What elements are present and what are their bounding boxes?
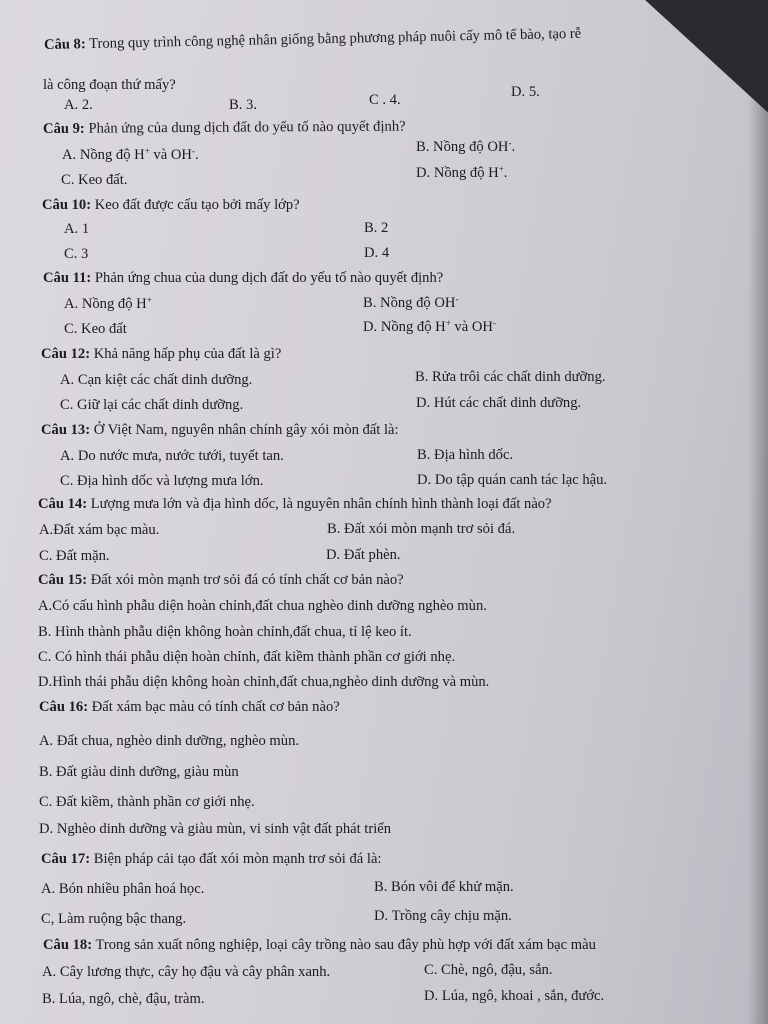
option-14d: D. Đất phèn. (326, 547, 401, 563)
option-13b: B. Địa hình dốc. (417, 447, 514, 463)
option-8b: B. 3. (229, 97, 257, 113)
option-10c: C. 3 (64, 246, 89, 262)
option-13a: A. Do nước mưa, nước tưới, tuyết tan. (60, 448, 284, 464)
option-13c: C. Địa hình dốc và lượng mưa lớn. (60, 473, 264, 489)
question-12: Câu 12: Khả năng hấp phụ của đất là gì? (41, 346, 282, 362)
option-15c: C. Có hình thái phẫu diện hoàn chỉnh, đất kiềm thành phần cơ giới nhẹ. (38, 649, 456, 665)
option-17c: C, Làm ruộng bậc thang. (41, 911, 187, 927)
option-17d: D. Trồng cây chịu mặn. (374, 908, 512, 924)
question-11: Câu 11: Phản ứng chua của dung dịch đất do yếu tố nào quyết định? (43, 270, 444, 286)
option-15b: B. Hình thành phẫu diện không hoàn chỉnh,đất chua, tỉ lệ keo ít. (38, 624, 412, 640)
option-8a: A. 2. (64, 97, 93, 113)
option-17b: B. Bón vôi để khử mặn. (374, 879, 514, 895)
option-8c: C . 4. (369, 92, 401, 108)
option-15d: D.Hình thái phẫu diện không hoàn chỉnh,đất chua,nghèo dinh dưỡng và mùn. (38, 674, 490, 690)
question-8-cont: là công đoạn thứ mấy? (43, 77, 176, 93)
option-18a: A. Cây lương thực, cây họ đậu và cây phân xanh. (42, 964, 331, 980)
question-17: Câu 17: Biện pháp cải tạo đất xói mòn mạnh trơ sỏi đá là: (41, 851, 382, 867)
option-9a: A. Nồng độ H+ và OH-. (62, 146, 199, 163)
option-9d: D. Nồng độ H+. (416, 164, 508, 181)
option-8d: D. 5. (511, 84, 540, 100)
option-18b: B. Lúa, ngô, chè, đậu, tràm. (42, 991, 205, 1007)
option-12c: C. Giữ lại các chất dinh dưỡng. (60, 397, 244, 413)
question-18: Câu 18: Trong sản xuất nông nghiệp, loại cây trồng nào sau đây phù hợp với đất xám bạc màu (43, 937, 596, 953)
option-14b: B. Đất xói mòn mạnh trơ sỏi đá. (327, 521, 516, 537)
question-9: Câu 9: Phản ứng của dung dịch đất do yếu tố nào quyết định? (42, 118, 406, 137)
question-14: Câu 14: Lượng mưa lớn và địa hình dốc, là nguyên nhân chính hình thành loại đất nào? (38, 496, 552, 512)
option-13d: D. Do tập quán canh tác lạc hậu. (417, 472, 608, 488)
question-16: Câu 16: Đất xám bạc màu có tính chất cơ bản nào? (39, 699, 340, 715)
question-15: Câu 15: Đất xói mòn mạnh trơ sỏi đá có tính chất cơ bản nào? (38, 572, 404, 588)
option-11c: C. Keo đất (64, 321, 127, 337)
option-11d: D. Nồng độ H+ và OH- (363, 318, 496, 335)
option-9c: C. Keo đất. (61, 172, 128, 188)
option-16b: B. Đất giàu dinh dưỡng, giàu mùn (39, 764, 239, 780)
option-14c: C. Đất mặn. (39, 548, 110, 564)
option-16a: A. Đất chua, nghèo dinh dưỡng, nghèo mùn. (39, 733, 300, 749)
option-11a: A. Nồng độ H+ (64, 295, 152, 312)
question-8: Câu 8: Trong quy trình công nghệ nhân giống bằng phương pháp nuôi cấy mô tế bào, tạo rễ (43, 25, 582, 53)
option-12d: D. Hút các chất dinh dưỡng. (416, 395, 582, 411)
option-9b: B. Nồng độ OH-. (416, 138, 516, 155)
option-10d: D. 4 (364, 245, 390, 261)
option-12a: A. Cạn kiệt các chất dinh dưỡng. (60, 372, 253, 388)
option-11b: B. Nồng độ OH- (363, 294, 459, 311)
option-10b: B. 2 (364, 220, 389, 236)
option-16d: D. Nghèo dinh dưỡng và giàu mùn, vi sinh vật đất phát triển (39, 821, 392, 837)
option-10a: A. 1 (64, 221, 90, 237)
option-15a: A.Có cấu hình phẫu diện hoàn chỉnh,đất chua nghèo dinh dưỡng nghèo mùn. (38, 598, 487, 614)
option-12b: B. Rửa trôi các chất dinh dưỡng. (415, 369, 606, 385)
option-16c: C. Đất kiềm, thành phần cơ giới nhẹ. (39, 794, 255, 810)
question-10: Câu 10: Keo đất được cấu tạo bởi mấy lớp? (42, 197, 300, 213)
question-13: Câu 13: Ở Việt Nam, nguyên nhân chính gây xói mòn đất là: (41, 422, 399, 438)
option-18d: D. Lúa, ngô, khoai , sắn, đước. (424, 988, 605, 1004)
option-14a: A.Đất xám bạc màu. (39, 522, 160, 538)
option-17a: A. Bón nhiều phân hoá học. (41, 881, 205, 897)
option-18c: C. Chè, ngô, đậu, sắn. (424, 962, 553, 978)
